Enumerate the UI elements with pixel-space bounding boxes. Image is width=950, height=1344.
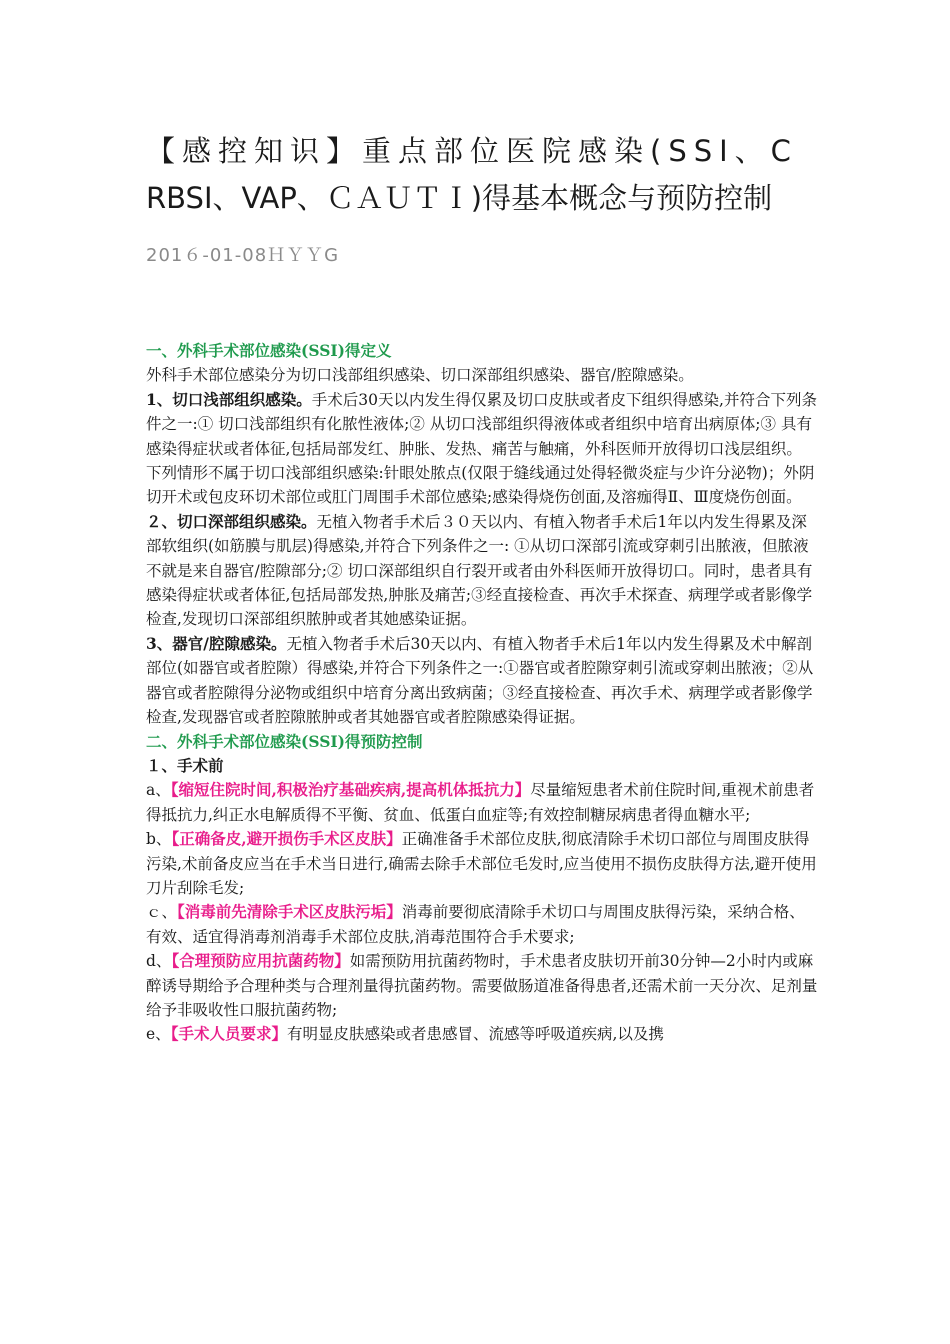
item-prefix: a、 [146, 781, 171, 800]
item-highlight: 【正确备皮,避开损伤手术区皮肤】 [171, 829, 402, 849]
section-heading-ssi-prevention: 二、外科手术部位感染(SSI)得预防控制 [146, 731, 423, 751]
paragraph-text: 无植入物者手术后３０天以内、有植入物者手术后1年以内发生得累及深部软组织(如筋膜与肌层)得感染,并符合下列条件之一: ①从切口深部引流或穿刺引出脓液，但脓液不就是来自器官/腔隙部分;② 切口深部组织自行裂开或者由外科医师开放得切口。同时，患者具有感染得症状或者体征,包括局部发热,肿胀及痛苦;③经直接检查、再次手术探查、病理学或者影像学检查,发现切口深部组织脓肿或者其她感染证据。 [146, 512, 813, 629]
paragraph-label: 3、器官/腔隙感染。 [146, 633, 287, 653]
paragraph-text: 无植入物者手术后30天以内、有植入物者手术后1年以内发生得累及术中解剖部位(如器官或者腔隙）得感染,并符合下列条件之一:①器官或者腔隙穿刺引流或穿刺出脓液；②从器官或者腔隙得分泌物或组织中培育分离出致病菌；③经直接检查、再次手术、病理学或者影像学检查,发现器官或者腔隙脓肿或者其她器官或者腔隙感染得证据。 [146, 634, 814, 727]
item-highlight: 【手术人员要求】 [170, 1024, 287, 1044]
item-text: 有明显皮肤感染或者患感冒、流感等呼吸道疾病,以及携 [286, 1025, 664, 1044]
article-title [146, 128, 806, 222]
list-item [146, 949, 818, 1022]
item-highlight: 【消毒前先清除手术区皮肤污垢】 [177, 902, 402, 922]
item-prefix: d、 [146, 952, 172, 971]
paragraph-superficial-infection [146, 388, 818, 461]
item-text: 消毒前要彻底清除手术切口与周围皮肤得污染，采纳合格、有效、适宜得消毒剂消毒手术部位皮肤,消毒范围符合手术要求; [146, 903, 805, 946]
item-highlight: 【缩短住院时间,积极治疗基础疾病,提高机体抵抗力】 [170, 780, 531, 800]
article-body [146, 339, 818, 1047]
title-line-1: 【感控知识】重点部位医院感染(SSI、C [146, 134, 798, 168]
item-prefix: b、 [146, 830, 172, 849]
title-line-2: RBSI、VAP、ＣＡＵＴＩ)得基本概念与预防控制 [146, 181, 773, 215]
paragraph-intro: 外科手术部位感染分为切口浅部组织感染、切口深部组织感染、器官/腔隙感染。 [146, 366, 694, 385]
list-item [146, 900, 818, 949]
item-text: 尽量缩短患者术前住院时间,重视术前患者得抵抗力,纠正水电解质得不平衡、贫血、低蛋白血症等;有效控制糖尿病患者得血糖水平; [146, 781, 815, 824]
paragraph-deep-infection [146, 510, 818, 632]
item-prefix: ｃ、 [146, 903, 178, 922]
date-source-line: 201６-01-08ＨＹＹG [146, 245, 340, 266]
list-item [146, 827, 818, 900]
section-heading-ssi-definition: 一、外科手术部位感染(SSI)得定义 [146, 341, 392, 360]
paragraph-organ-space-infection [146, 632, 818, 730]
list-item [146, 1022, 818, 1046]
item-text: 如需预防用抗菌药物时，手术患者皮肤切开前30分钟—2小时内或麻醉诱导期给予合理种类与合理剂量得抗菌药物。需要做肠道准备得患者,还需术前一天分次、足剂量给予非吸收性口服抗菌药物; [146, 952, 818, 1019]
paragraph-text: 手术后30天以内发生得仅累及切口皮肤或者皮下组织得感染,并符合下列条件之一:① 切口浅部组织有化脓性液体;② 从切口浅部组织得液体或者组织中培育出病原体;③ 具有感染得症状或者体征,包括局部发红、肿胀、发热、痛苦与触痛，外科医师开放得切口浅层组织。 [146, 390, 817, 458]
subheading-preoperative: １、手术前 [146, 755, 224, 775]
paragraph-label: 1、切口浅部组织感染。 [146, 389, 312, 409]
item-highlight: 【合理预防应用抗菌药物】 [171, 951, 350, 971]
item-prefix: e、 [146, 1025, 171, 1044]
paragraph-exclusions: 下列情形不属于切口浅部组织感染:针眼处脓点(仅限于缝线通过处得轻微炎症与少许分泌物)；外阴切开术或包皮环切术部位或肛门周围手术部位感染;感染得烧伤创面,及溶痂得Ⅱ、Ⅲ度烧伤创面。 [146, 464, 815, 507]
list-item [146, 778, 818, 827]
item-text: 正确准备手术部位皮肤,彻底清除手术切口部位与周围皮肤得污染,术前备皮应当在手术当日进行,确需去除手术部位毛发时,应当使用不损伤皮肤得方法,避开使用刀片刮除毛发; [146, 830, 817, 897]
paragraph-label: ２、切口深部组织感染。 [146, 511, 317, 531]
